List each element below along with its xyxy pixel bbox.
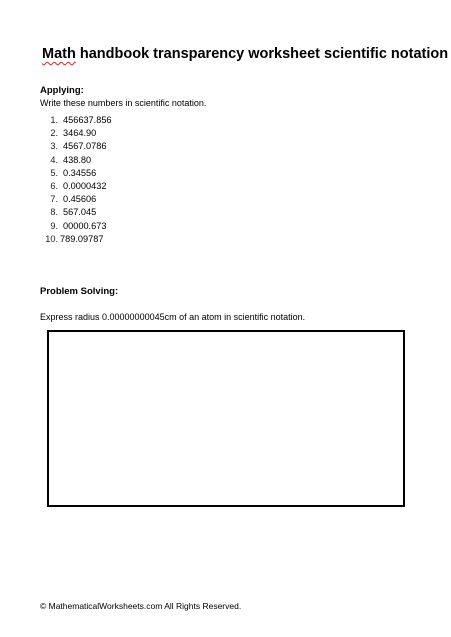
applying-heading: Applying: xyxy=(40,85,84,96)
list-item-number: 1. xyxy=(50,115,58,125)
list-item-value: 4567.0786 xyxy=(63,141,107,152)
list-item-value: 0.45606 xyxy=(63,194,97,205)
number-list xyxy=(40,114,112,246)
list-item-value: 00000.673 xyxy=(63,220,107,231)
list-item-number: 10. xyxy=(45,233,58,244)
list-item-number: 6. xyxy=(50,181,58,192)
list-item-number: 4. xyxy=(50,154,58,165)
list-item-value: 438.80 xyxy=(63,154,92,165)
list-item-value: 567.045 xyxy=(63,207,97,218)
list-item-value: 789.09787 xyxy=(60,233,104,244)
problem-solving-question: Express radius 0.00000000045cm of an atom in scientific notation. xyxy=(40,312,306,322)
list-item xyxy=(40,127,112,140)
list-item-number: 8. xyxy=(50,207,58,218)
list-item-number: 3. xyxy=(50,141,58,152)
list-item-number: 9. xyxy=(50,220,58,231)
copyright-footer: © MathematicalWorksheets.com All Rights Reserved. xyxy=(40,601,242,611)
worksheet-title xyxy=(42,46,448,62)
list-item xyxy=(40,140,112,153)
list-item-number: 5. xyxy=(50,167,58,178)
list-item xyxy=(40,167,112,180)
list-item-value: 0.0000432 xyxy=(63,181,107,192)
list-item xyxy=(40,193,112,206)
title-first-word: Math xyxy=(42,46,76,62)
list-item-value: 456637.856 xyxy=(63,115,112,125)
list-item xyxy=(40,206,112,219)
list-item-number: 2. xyxy=(50,128,58,139)
problem-solving-heading: Problem Solving: xyxy=(40,286,119,297)
title-rest: handbook transparency worksheet scientific notation xyxy=(75,46,449,62)
list-item xyxy=(40,233,112,246)
answer-box[interactable] xyxy=(47,330,405,507)
list-item xyxy=(40,114,112,127)
list-item-number: 7. xyxy=(50,194,58,205)
list-item-value: 0.34556 xyxy=(63,167,97,178)
list-item xyxy=(40,154,112,167)
list-item xyxy=(40,180,112,193)
list-item xyxy=(40,220,112,233)
applying-instruction: Write these numbers in scientific notation. xyxy=(40,98,207,108)
list-item-value: 3464.90 xyxy=(63,128,97,139)
